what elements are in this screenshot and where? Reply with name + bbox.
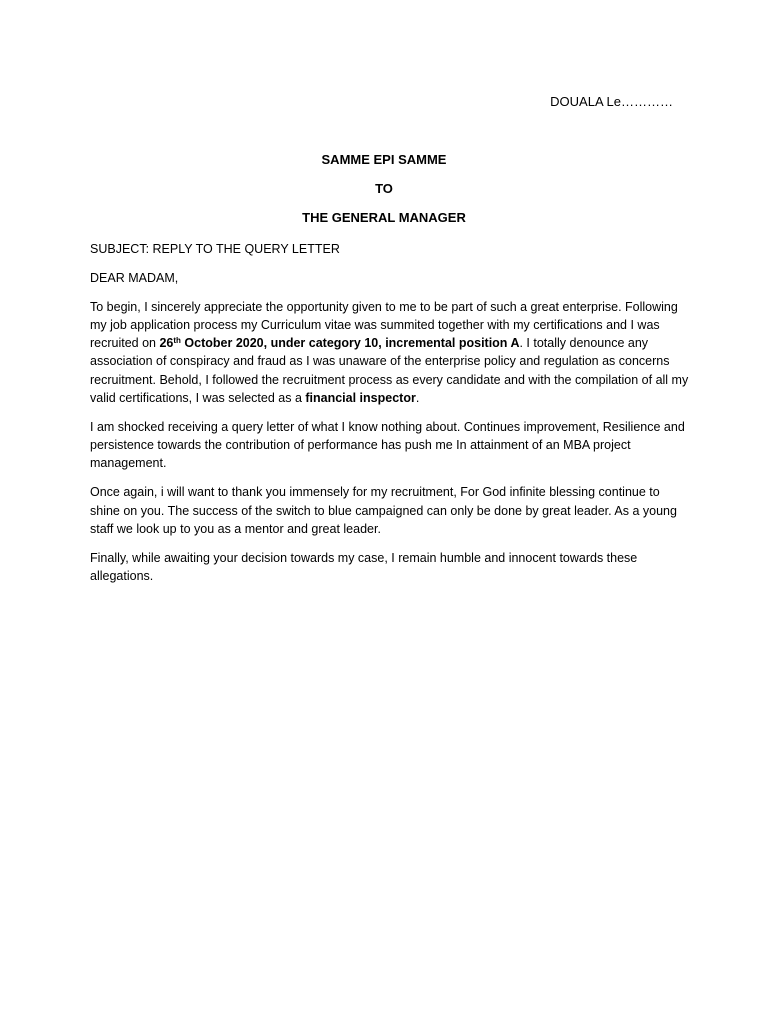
paragraph-1-text-a: To begin, I sincerely appreciate the opportunity given to me to be part of such a great enterprise. Following my job application process my Curriculum vitae was summited together with my certifications and I was recruited on (90, 299, 678, 351)
place-date: DOUALA Le………… (550, 94, 673, 109)
date-suffix: th (173, 336, 181, 346)
paragraph-2: I am shocked receiving a query letter of what I know nothing about. Continues improvement, Resilience and persistence towards the contribution of performance has push me In attainment of an MBA project management. (90, 419, 685, 471)
sender-name: SAMME EPI SAMME (321, 152, 447, 167)
date-rest: October 2020, under category 10, incremental position A (180, 336, 520, 351)
paragraph-1-text-c: . (415, 391, 420, 406)
role: financial inspector (305, 391, 416, 406)
letter-body (90, 240, 690, 596)
recruitment-details (159, 336, 519, 350)
subject-line: SUBJECT: REPLY TO THE QUERY LETTER (90, 242, 340, 256)
paragraph-3: Once again, i will want to thank you immensely for my recruitment, For God infinite blessing continue to shine on you. The success of the switch to blue campaigned can only be done by great leader. As a young staff we look up to you as a mentor and great leader. (90, 485, 677, 536)
paragraph-1-text-b: . I totally denounce any association of conspiracy and fraud as I was unaware of the enterprise policy and regulation as concerns recruitment. Behold, I followed the recruitment process as every candidate and with the compilation of all my valid certifications, I was selected as a (90, 336, 689, 406)
date-day: 26 (159, 336, 174, 351)
salutation: DEAR MADAM, (90, 270, 179, 285)
to-line: TO (375, 181, 393, 196)
paragraph-1 (90, 298, 690, 408)
paragraph-4: Finally, while awaiting your decision towards my case, I remain humble and innocent towards these allegations. (90, 550, 638, 583)
recipient: THE GENERAL MANAGER (302, 210, 466, 225)
